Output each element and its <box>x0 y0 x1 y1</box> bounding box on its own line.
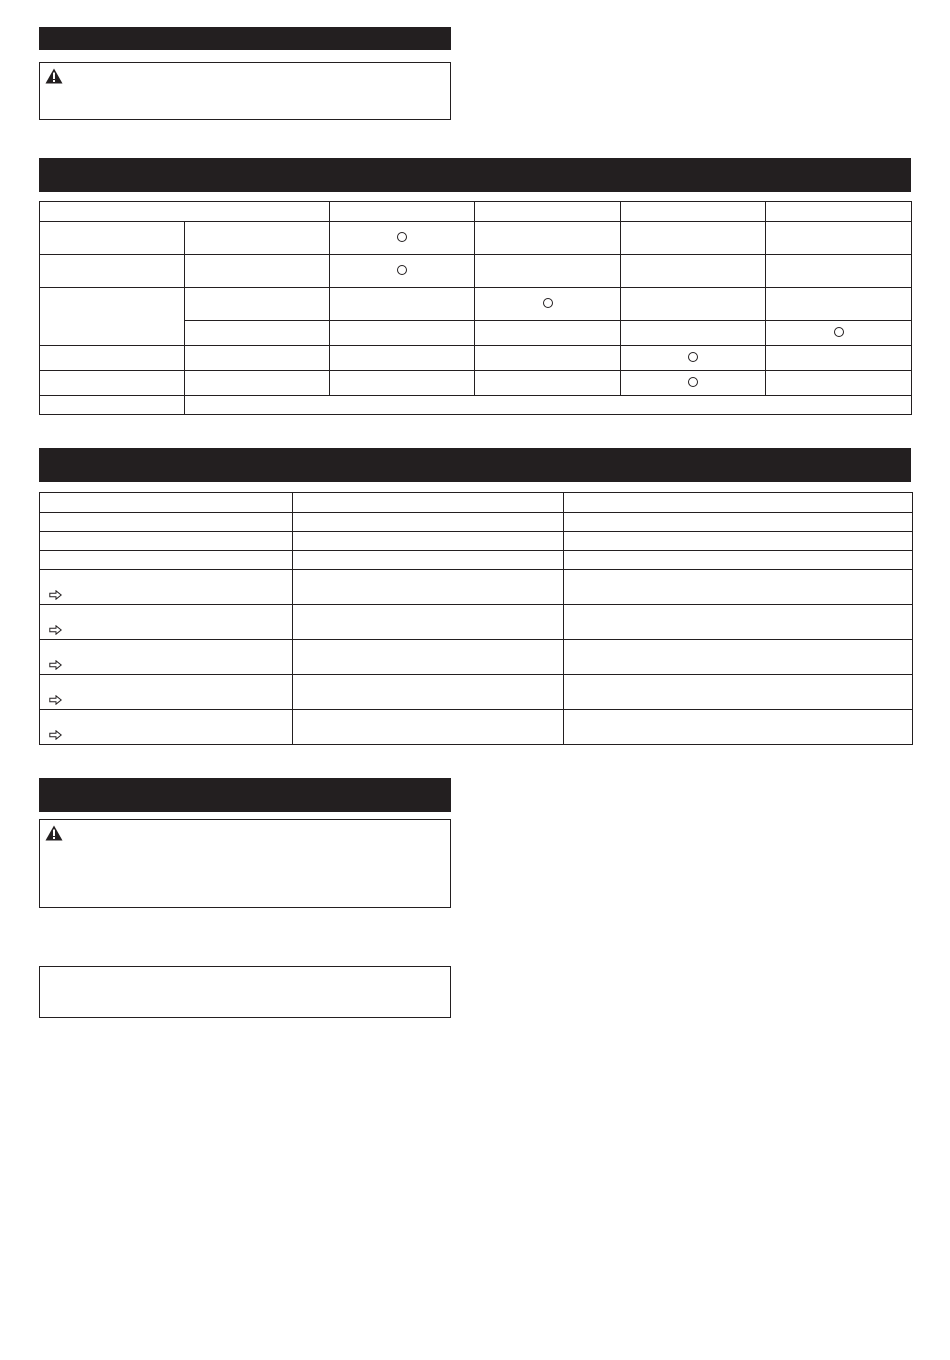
warning-triangle-icon <box>45 68 63 84</box>
header-cell <box>40 202 330 222</box>
table-row <box>40 640 913 675</box>
circle-mark-icon <box>543 298 553 308</box>
spec-cell <box>293 640 564 675</box>
spec-cell <box>564 532 913 551</box>
mark-cell <box>766 346 912 371</box>
spec-cell <box>293 710 564 745</box>
table-row <box>40 288 912 321</box>
circle-mark-icon <box>397 232 407 242</box>
mark-cell <box>766 222 912 255</box>
table-row <box>40 551 913 570</box>
spec-cell <box>564 675 913 710</box>
table-row <box>40 255 912 288</box>
spec-cell <box>40 551 293 570</box>
section-header-bar-2 <box>39 158 911 192</box>
row-label-cell <box>40 346 185 371</box>
header-cell <box>766 202 912 222</box>
table-header-row <box>40 493 913 513</box>
spec-cell <box>293 551 564 570</box>
warning-box-2 <box>39 819 451 908</box>
row-label-cell <box>40 222 185 255</box>
mark-cell <box>330 371 475 396</box>
header-cell <box>40 493 293 513</box>
header-cell <box>293 493 564 513</box>
spec-cell <box>293 570 564 605</box>
mark-cell <box>766 288 912 321</box>
table-row <box>40 346 912 371</box>
circle-mark-icon <box>688 352 698 362</box>
warning-box-1 <box>39 62 451 120</box>
circle-mark-icon <box>834 327 844 337</box>
table-row <box>40 570 913 605</box>
section-header-bar-4 <box>39 778 451 812</box>
note-cell <box>185 396 912 415</box>
mark-cell <box>475 288 621 321</box>
outline-right-arrow-icon <box>49 730 62 740</box>
spec-cell <box>40 710 293 745</box>
mark-cell <box>621 346 766 371</box>
outline-right-arrow-icon <box>49 590 62 600</box>
mark-cell <box>475 346 621 371</box>
table-header-row <box>40 202 912 222</box>
spec-cell <box>564 710 913 745</box>
row-sublabel-cell <box>185 371 330 396</box>
table-row <box>40 675 913 710</box>
mark-cell <box>766 371 912 396</box>
row-label-cell <box>40 255 185 288</box>
mark-cell <box>330 346 475 371</box>
circle-mark-icon <box>688 377 698 387</box>
spec-cell <box>293 675 564 710</box>
table-row <box>40 513 913 532</box>
row-label-cell <box>40 371 185 396</box>
mark-cell <box>621 255 766 288</box>
spec-cell <box>40 605 293 640</box>
section-header-bar-3 <box>39 448 911 482</box>
mark-cell <box>330 255 475 288</box>
spec-cell <box>293 532 564 551</box>
mark-cell <box>330 222 475 255</box>
row-label-cell <box>40 288 185 346</box>
mark-cell <box>475 321 621 346</box>
mark-cell <box>766 255 912 288</box>
spec-cell <box>293 605 564 640</box>
note-box <box>39 966 451 1018</box>
row-sublabel-cell <box>185 346 330 371</box>
spec-cell <box>564 551 913 570</box>
compatibility-table <box>39 201 912 415</box>
spec-cell <box>40 513 293 532</box>
specification-table <box>39 492 913 745</box>
spec-cell <box>40 675 293 710</box>
section-header-bar-1 <box>39 27 451 50</box>
outline-right-arrow-icon <box>49 695 62 705</box>
circle-mark-icon <box>397 265 407 275</box>
row-sublabel-cell <box>185 321 330 346</box>
mark-cell <box>621 321 766 346</box>
spec-cell <box>564 640 913 675</box>
row-sublabel-cell <box>185 288 330 321</box>
mark-cell <box>330 321 475 346</box>
mark-cell <box>330 288 475 321</box>
header-cell <box>475 202 621 222</box>
spec-cell <box>564 513 913 532</box>
table-row <box>40 222 912 255</box>
row-label-cell <box>40 396 185 415</box>
row-sublabel-cell <box>185 255 330 288</box>
spec-cell <box>40 570 293 605</box>
mark-cell <box>475 222 621 255</box>
warning-triangle-icon <box>45 825 63 841</box>
header-cell <box>564 493 913 513</box>
outline-right-arrow-icon <box>49 625 62 635</box>
table-row <box>40 371 912 396</box>
row-sublabel-cell <box>185 222 330 255</box>
spec-cell <box>40 532 293 551</box>
table-row <box>40 532 913 551</box>
outline-right-arrow-icon <box>49 660 62 670</box>
spec-cell <box>293 513 564 532</box>
header-cell <box>621 202 766 222</box>
table-row <box>40 605 913 640</box>
spec-cell <box>564 605 913 640</box>
table-row <box>40 396 912 415</box>
spec-cell <box>564 570 913 605</box>
mark-cell <box>475 371 621 396</box>
mark-cell <box>621 288 766 321</box>
spec-cell <box>40 640 293 675</box>
mark-cell <box>475 255 621 288</box>
header-cell <box>330 202 475 222</box>
mark-cell <box>766 321 912 346</box>
table-row <box>40 710 913 745</box>
mark-cell <box>621 371 766 396</box>
mark-cell <box>621 222 766 255</box>
